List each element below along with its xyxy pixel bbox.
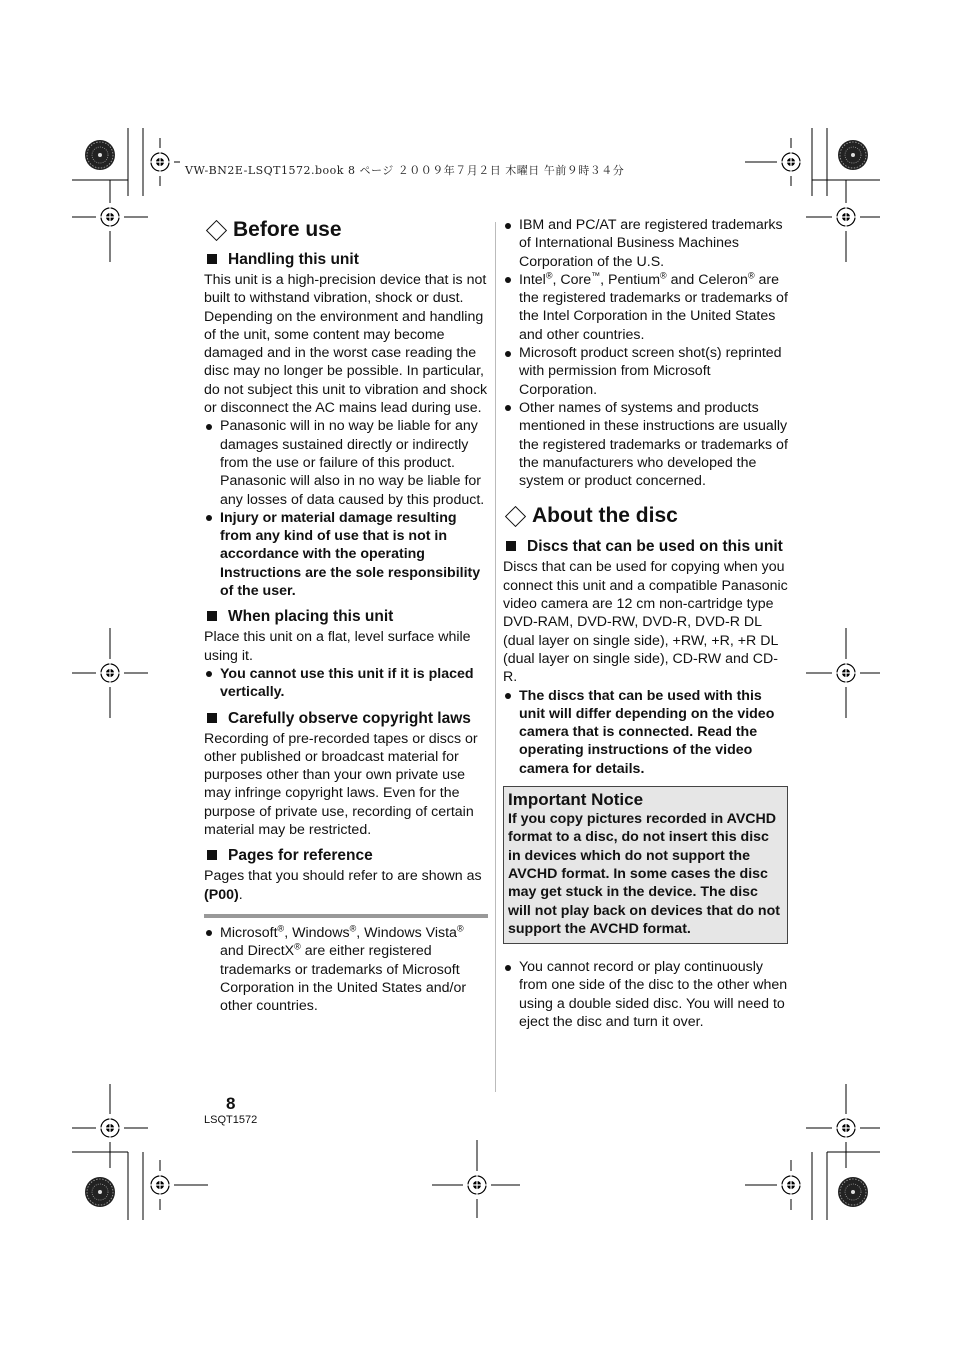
section-title: About the disc bbox=[532, 504, 678, 528]
list-item: You cannot record or play continuously from one side of the disc to the other when using a double sided disc. You will need to eject the disc and turn it over. bbox=[503, 958, 788, 1031]
heading-handling: Handling this unit bbox=[204, 250, 488, 269]
discs-body: Discs that can be used for copying when you connect this unit and a compatible Panasonic video camera are 12 cm non-cartridge type DVD-RAM, DVD-RW, DVD-R, DVD-R DL (dual layer on single side), +RW, +R, +R DL (dual layer on single side), CD-RW and CD-R. bbox=[503, 559, 788, 686]
heading-placing: When placing this unit bbox=[204, 607, 488, 626]
list-item: Microsoft®, Windows®, Windows Vista® and DirectX® are either registered trademarks or trademarks of Microsoft Corporation in the United States and/or other countries. bbox=[204, 924, 488, 1015]
heading-discs: Discs that can be used on this unit bbox=[503, 537, 788, 556]
discs-bullets bbox=[503, 687, 788, 778]
notice-title: Important Notice bbox=[508, 790, 644, 810]
handling-bullets bbox=[204, 417, 488, 600]
square-bullet-icon bbox=[207, 713, 217, 723]
diamond-icon bbox=[206, 219, 227, 240]
section-before-use bbox=[204, 216, 488, 244]
handling-body: This unit is a high-precision device that is not built to withstand vibration, shock or dust. Depending on the environment and handling of the unit, some content may become damaged and in the worst case reading the disc may no longer be possible. In particular, do not subject this unit to vibration and shock or disconnect the AC mains lead during use. bbox=[204, 272, 488, 417]
list-item: The discs that can be used with this unit will differ depending on the video camera that is connected. Read the operating instructions of the video camera for details. bbox=[503, 687, 788, 778]
list-item: Intel®, Core™, Pentium® and Celeron® are the registered trademarks or trademarks of the Intel Corporation in the United States and other countries. bbox=[503, 271, 788, 344]
important-notice-box bbox=[503, 786, 788, 944]
section-title: Before use bbox=[233, 218, 342, 241]
document-code: LSQT1572 bbox=[204, 1114, 258, 1126]
list-item: Panasonic will in no way be liable for any damages sustained directly or indirectly from the use or failure of this product. Panasonic will also in no way be liable for any losses of data caused by this product. bbox=[204, 417, 488, 508]
notice-body: If you copy pictures recorded in AVCHD format to a disc, do not insert this disc in devices which do not support the AVCHD format. In some cases the disc may get stuck in the device. The disc will not play back on devices that do not support the AVCHD format. bbox=[508, 811, 780, 937]
heading-copyright: Carefully observe copyright laws bbox=[204, 709, 488, 728]
list-item: Other names of systems and products mentioned in these instructions are usually the registered trademarks or trademarks of the manufacturers who developed the system or product concerned. bbox=[503, 399, 788, 490]
placing-bullets bbox=[204, 665, 488, 702]
page-ref: (P00) bbox=[204, 886, 239, 903]
list-item: Microsoft product screen shot(s) reprinted with permission from Microsoft Corporation. bbox=[503, 344, 788, 399]
trademark-bullets bbox=[204, 924, 488, 1015]
list-item: Injury or material damage resulting from any kind of use that is not in accordance with the operating Instructions are the sole responsibility of the user. bbox=[204, 509, 488, 600]
file-header-line: VW-BN2E-LSQT1572.book 8 ページ ２００９年７月２日 木曜日 午前９時３４分 bbox=[185, 164, 625, 177]
left-column bbox=[204, 216, 488, 1015]
trademark-list bbox=[503, 216, 788, 490]
square-bullet-icon bbox=[506, 541, 516, 551]
divider bbox=[204, 914, 488, 918]
right-column bbox=[503, 216, 788, 1031]
pages-body: Pages that you should refer to are shown as (P00). bbox=[204, 868, 482, 903]
square-bullet-icon bbox=[207, 254, 217, 264]
square-bullet-icon bbox=[207, 850, 217, 860]
page-number: 8 bbox=[226, 1094, 236, 1113]
disc-note-bullets bbox=[503, 958, 788, 1031]
section-about-disc bbox=[503, 502, 788, 530]
square-bullet-icon bbox=[207, 611, 217, 621]
column-divider bbox=[495, 222, 496, 1092]
list-item: IBM and PC/AT are registered trademarks of International Business Machines Corporation of the U.S. bbox=[503, 216, 788, 271]
placing-body: Place this unit on a flat, level surface while using it. bbox=[204, 629, 471, 664]
list-item: You cannot use this unit if it is placed vertically. bbox=[204, 665, 488, 702]
diamond-icon bbox=[505, 506, 526, 527]
copyright-body: Recording of pre-recorded tapes or discs or other published or broadcast material for purposes other than your own private use may infringe copyright laws. Even for the purpose of private use, recording of certain material may be restricted. bbox=[204, 730, 478, 839]
heading-pages-reference: Pages for reference bbox=[204, 846, 488, 865]
